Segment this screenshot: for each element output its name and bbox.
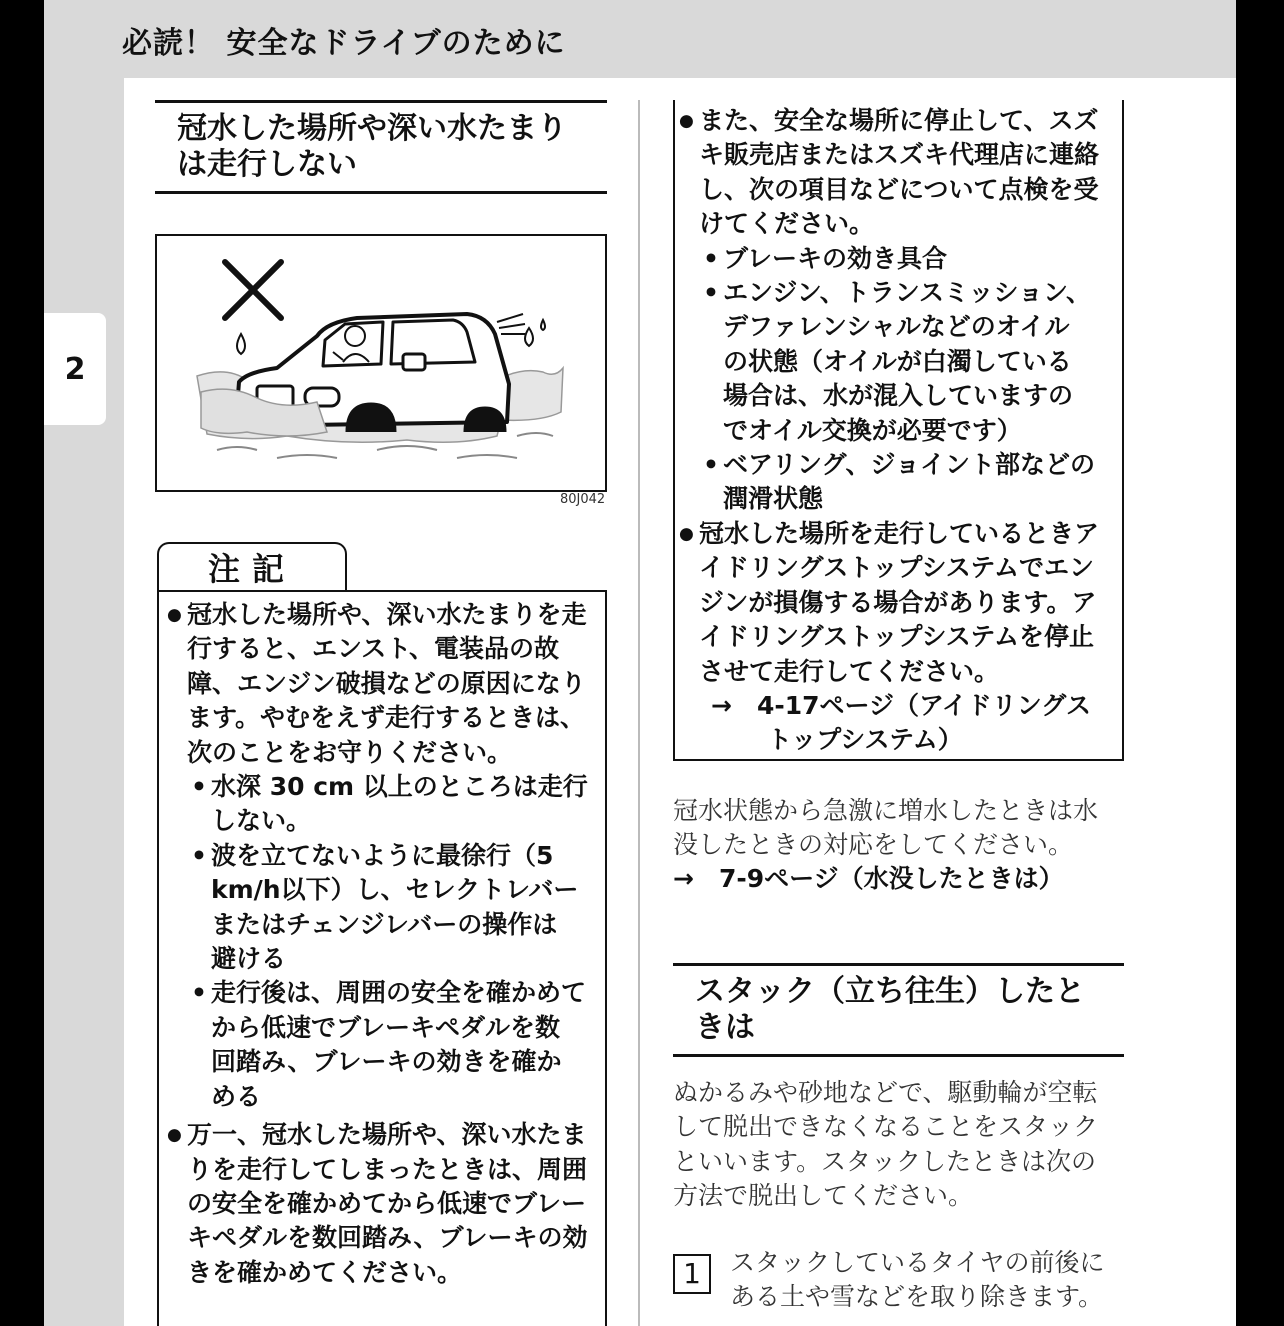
flooded-car-illustration [155,234,607,492]
car-in-water-drawing [157,236,605,490]
prohibited-x-icon [225,262,281,318]
paragraph-flood-rising: 冠水状態から急激に増水したときは水 没したときの対応をしてください。 [673,796,1099,860]
note-box-continued [673,100,1124,761]
figure-code: 80J042 [560,492,606,507]
note-bullet-after-flood: ● 万一、冠水した場所や、深い水たま りを走行してしまったときは、周囲 の安全を確かめてから低速でブレー キペダルを数回踏み、ブレーキの効 きを確かめてください。 [171,1118,593,1290]
step-text: スタックしているタイヤの前後に ある土や雪などを取り除きます。 [730,1248,1105,1312]
page-number-tab: 2 [44,313,106,425]
left-margin [44,78,124,1326]
step-number: 1 [673,1254,711,1294]
note-heading: 注記 [157,542,347,592]
page-header-title: 必読！ 安全なドライブのために [122,26,566,61]
note-sub-oil-condition: • エンジン、トランスミッション、 デファレンシャルなどのオイル の状態（オイルが白濁している 場合は、水が混入していますの でオイル交換が必要です） [683,276,1112,448]
note-bullet-inspection: ● また、安全な場所に停止して、スズ キ販売店またはスズキ代理店に連絡 し、次の項目などについて点検を受 けてください。 [683,104,1112,242]
note-bullet-idling-stop: ● 冠水した場所を走行しているときア イドリングストップシステムでエン ジンが損傷する場合があります。ア イドリングストップシステムを停止 させて走行してください。 [683,517,1112,689]
note-sub-slow-driving: • 波を立てないように最徐行（5 km/h以下）し、セレクトレバー またはチェンジレバーの操作は 避ける [171,839,593,977]
section-title-flooded-roads: 冠水した場所や深い水たまり は走行しない [155,100,607,194]
note-sub-water-depth: • 水深 30 cm 以上のところは走行 しない。 [171,770,593,839]
section-title-stuck: スタック（立ち往生）したと きは [673,963,1124,1057]
column-divider [638,100,640,1326]
note-bullet-flood-risk: ● 冠水した場所や、深い水たまりを走 行すると、エンスト、電装品の故 障、エンジン破損などの原因になり ます。やむをえず走行するときは、 次のことをお守りください。 [171,598,593,770]
note-sub-brake-check: • 走行後は、周囲の安全を確かめて から低速でブレーキペダルを数 回踏み、ブレーキの効きを確か める [171,976,593,1114]
note-box [157,590,607,1326]
reference-idling-stop-link[interactable]: → 4-17ページ（アイドリングス トップシステム） [711,690,1092,755]
paragraph-stuck-definition: ぬかるみや砂地などで、駆動輪が空転 して脱出できなくなることをスタック といいます。スタックしたときは次の 方法で脱出してください。 [673,1078,1099,1211]
note-sub-bearing-lubrication: • ベアリング、ジョイント部などの 潤滑状態 [683,448,1112,517]
note-sub-brake-performance: • ブレーキの効き具合 [683,242,1112,276]
reference-submerged-link[interactable]: → 7-9ページ（水没したときは） [673,864,1064,893]
